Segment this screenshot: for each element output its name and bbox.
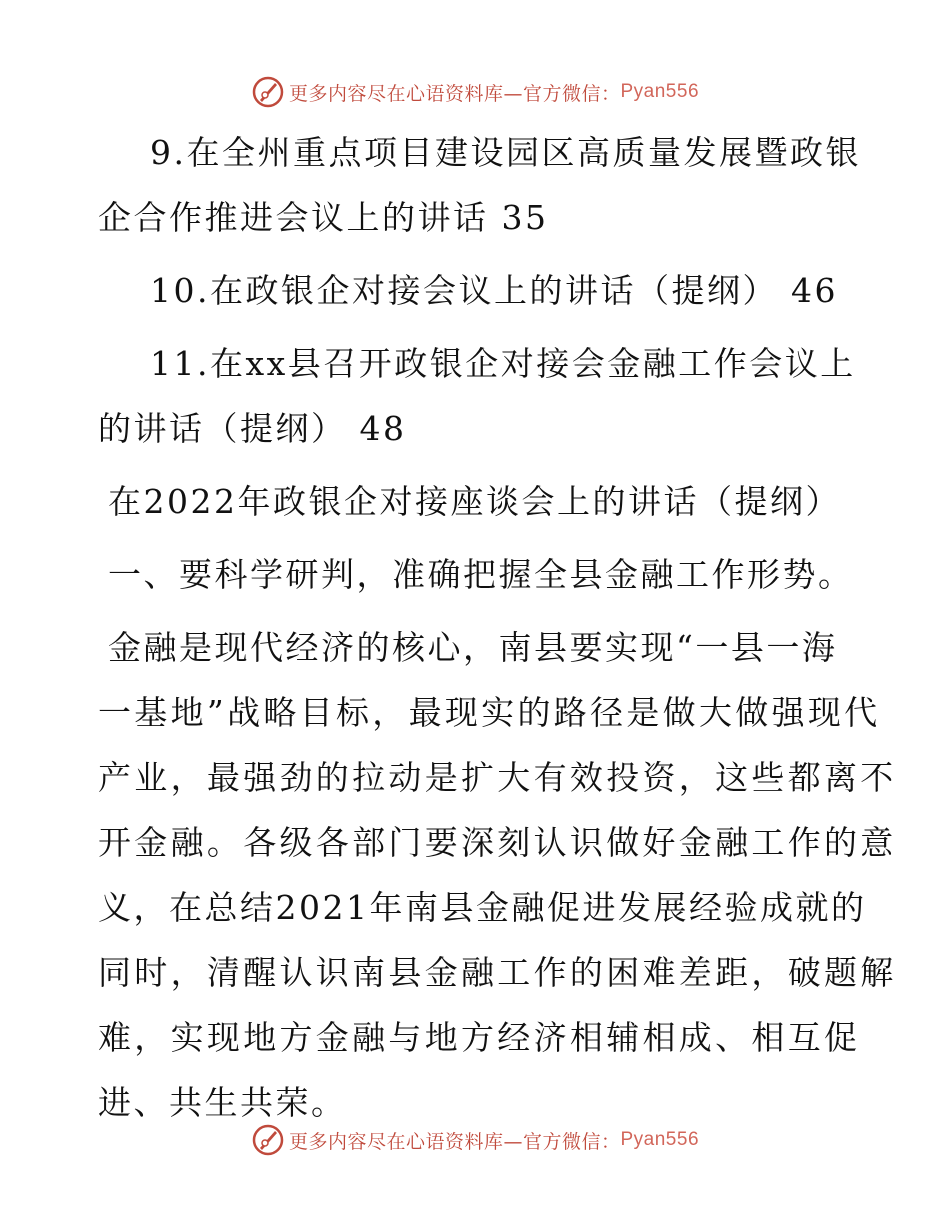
paragraph-line: 金融是现代经济的核心，南县要实现“一县一海: [108, 628, 838, 667]
toc-item-9-line1: 9.在全州重点项目建设园区高质量发展暨政银: [150, 133, 861, 172]
header-watermark: [0, 72, 950, 112]
footer-watermark: [0, 1120, 950, 1160]
quill-logo-icon: [251, 75, 285, 109]
toc-item-11-line2: 的讲话（提纲） 48: [98, 409, 407, 448]
toc-item-9-line2: 企合作推进会议上的讲话 35: [98, 198, 549, 237]
document-heading: 在2022年政银企对接座谈会上的讲话（提纲）: [108, 482, 841, 521]
toc-item-10: 10.在政银企对接会议上的讲话（提纲） 46: [150, 271, 838, 310]
watermark-text: 更多内容尽在心语资料库: [288, 82, 504, 105]
section-heading-1: 一、要科学研判，准确把握全县金融工作形势。: [108, 555, 854, 594]
toc-item-11-line1: 11.在xx县召开政银企对接会金融工作会议上: [150, 344, 856, 383]
paragraph-line: 同时，清醒认识南县金融工作的困难差距，破题解: [98, 953, 897, 992]
paragraph-line: 一基地”战略目标，最现实的路径是做大做强现代: [98, 693, 881, 732]
document-body: [98, 120, 897, 1135]
paragraph-line: 开金融。各级各部门要深刻认识做好金融工作的意: [98, 823, 897, 862]
watermark-separator: —官方微信：: [503, 82, 621, 105]
paragraph-line: 难，实现地方金融与地方经济相辅相成、相互促: [98, 1018, 861, 1057]
paragraph-line: 义，在总结2021年南县金融促进发展经验成就的: [98, 888, 867, 927]
watermark-separator: —官方微信：: [503, 1130, 621, 1153]
watermark-account: Pyan556: [620, 81, 700, 102]
paragraph-line: 产业，最强劲的拉动是扩大有效投资，这些都离不: [98, 758, 897, 797]
quill-logo-icon: [251, 1123, 285, 1157]
paragraph-line: 进、共生共荣。: [98, 1083, 347, 1122]
watermark-account: Pyan556: [620, 1129, 700, 1150]
watermark-text: 更多内容尽在心语资料库: [288, 1130, 504, 1153]
